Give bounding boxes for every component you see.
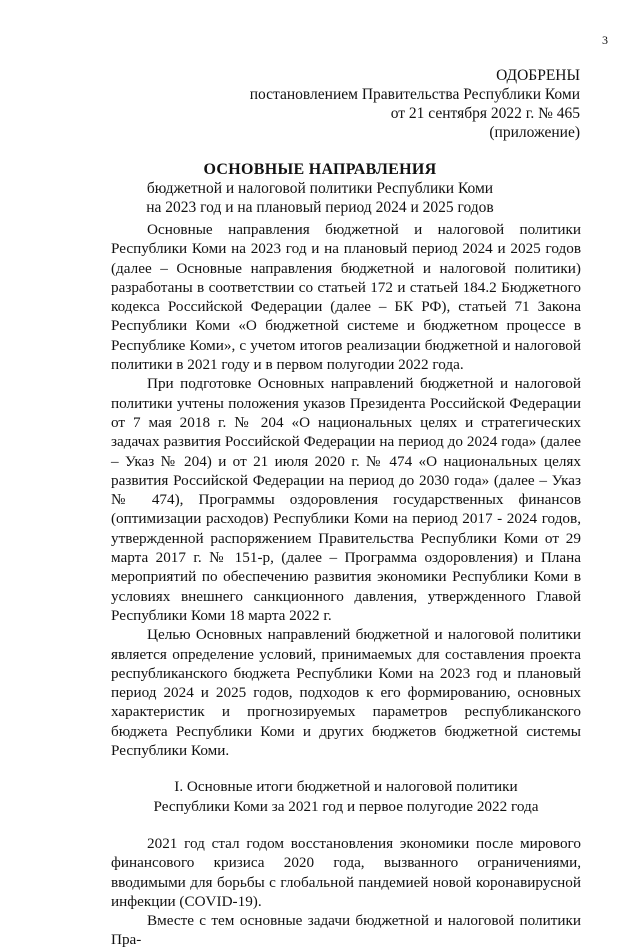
approval-stamp [250, 66, 580, 142]
paragraph: При подготовке Основных направлений бюджетной и налоговой политики учтены положения указов Президента Российской Федерации от 7 мая 2018 г. № 204 «О национальных целях и стратегических задачах развития Российской Федерации на период до 2024 года» (далее – Указ № 204) и от 21 июля 2020 г. № 474 «О национальных целях развития Российской Федерации на период до 2030 года» (далее – Указ № 474), Программы оздоровления государственных финансов (оптимизации расходов) Республики Коми на период 2017 - 2024 годов, утвержденной распоряжением Правительства Республики Коми от 29 марта 2017 г. № 151-р, (далее – Программа оздоровления) и Плана мероприятий по обеспечению развития экономики Республики Коми в условиях внешнего санкционного давления, утвержденного Главой Республики Коми 18 марта 2022 г. [111, 375, 581, 624]
page-number: 3 [602, 33, 608, 47]
title-main: ОСНОВНЫЕ НАПРАВЛЕНИЯ [203, 161, 437, 178]
section-heading [111, 777, 581, 816]
title-subtitle-2: на 2023 год и на плановый период 2024 и 2025 годов [146, 199, 494, 216]
paragraph: Основные направления бюджетной и налоговой политики Республики Коми на 2023 год и на плановый период 2024 и 2025 годов (далее – Основные направления бюджетной и налоговой политики) разработаны в соответствии со статьей 172 и статьей 184.2 Бюджетного кодекса Российской Федерации (далее – БК РФ), статьей 71 Закона Республики Коми «О бюджетной системе и бюджетном процессе в Республике Коми», с учетом итогов реализации бюджетной и налоговой политики в 2021 году и в первом полугодии 2022 года. [111, 221, 581, 374]
document-body [111, 220, 581, 950]
paragraph: Вместе с тем основные задачи бюджетной и налоговой политики Пра- [111, 912, 581, 949]
paragraph: Целью Основных направлений бюджетной и налоговой политики является определение условий, принимаемых для составления проекта республиканского бюджета Республики Коми на 2023 год и плановый период 2024 и 2025 годов, подходов к его формированию, основных характеристик и прогнозируемых параметров республиканского бюджета Республики Коми и других бюджетов бюджетной системы Республики Коми. [111, 626, 581, 760]
document-title [0, 160, 640, 217]
title-subtitle-1: бюджетной и налоговой политики Республики Коми [146, 180, 494, 197]
approval-line-4: (приложение) [489, 124, 580, 141]
section-heading-line-1: I. Основные итоги бюджетной и налоговой политики [174, 778, 518, 796]
section-heading-line-2: Республики Коми за 2021 год и первое полугодие 2022 года [153, 797, 539, 815]
paragraph: 2021 год стал годом восстановления экономики после мирового финансового кризиса 2020 года, вызванного ограничениями, вводимыми для борьбы с глобальной пандемией новой коронавирусной инфекции (COVID-19). [111, 834, 581, 910]
approval-line-3: от 21 сентября 2022 г. № 465 [390, 105, 580, 122]
approval-line-2: постановлением Правительства Республики Коми [249, 86, 580, 103]
approval-line-1: ОДОБРЕНЫ [496, 67, 580, 84]
